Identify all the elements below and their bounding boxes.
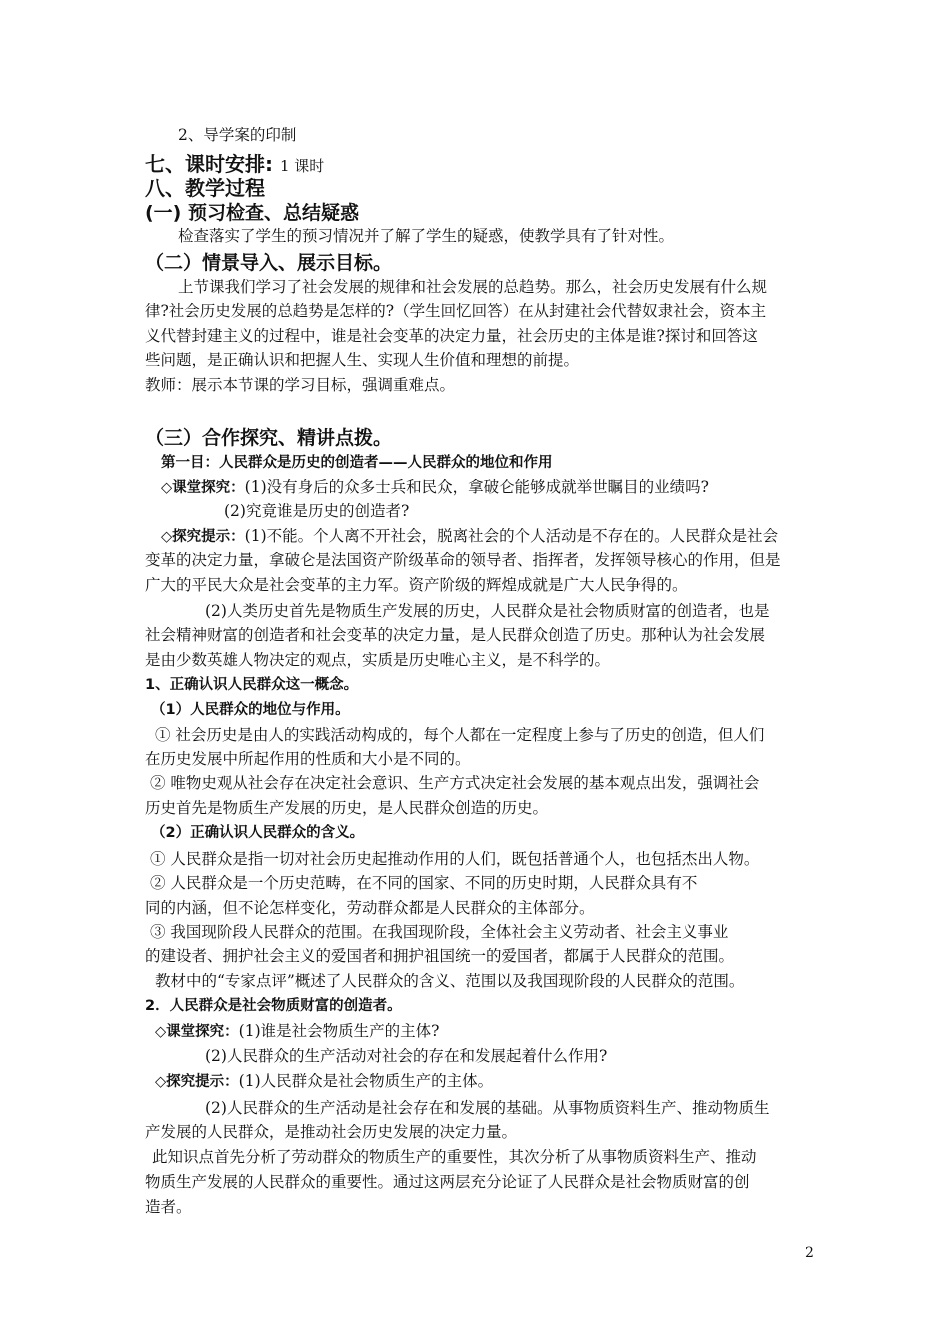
list-item: ③ 我国现阶段人民群众的范围。在我国现阶段，全体社会主义劳动者、社会主义事业	[150, 923, 729, 941]
sub-point-heading: （1）人民群众的地位与作用。	[151, 702, 350, 718]
prep-item: 2、导学案的印制	[178, 126, 297, 144]
inquiry-hint: ◇探究提示：(1)人民群众是社会物质生产的主体。	[155, 1072, 494, 1090]
section-heading-7: 七、课时安排: 1 课时	[145, 152, 325, 176]
subsection-heading-1: (一) 预习检查、总结疑惑	[145, 202, 359, 224]
list-item: ① 人民群众是指一切对社会历史起推动作用的人们，既包括普通个人，也包括杰出人物。	[150, 850, 760, 868]
paragraph-line: 是由少数英雄人物决定的观点，实质是历史唯心主义，是不科学的。	[145, 651, 611, 669]
list-item-cont: 的建设者、拥护社会主义的爱国者和拥护祖国统一的爱国者，都属于人民群众的范围。	[145, 947, 735, 965]
paragraph-line: 律?社会历史发展的总趋势是怎样的?（学生回忆回答）在从封建社会代替奴隶社会，资本主	[145, 302, 767, 320]
list-item-cont: 在历史发展中所起作用的性质和大小是不同的。	[145, 750, 471, 768]
teacher-note: 教师：展示本节课的学习目标，强调重难点。	[145, 376, 456, 394]
point-heading-1: 1、正确认识人民群众这一概念。	[145, 677, 359, 693]
paragraph: 教材中的“专家点评”概述了人民群众的含义、范围以及我国现阶段的人民群众的范围。	[155, 972, 745, 990]
paragraph-line: 造者。	[145, 1198, 192, 1216]
list-item: ② 唯物史观从社会存在决定社会意识、生产方式决定社会发展的基本观点出发，强调社会	[150, 774, 760, 792]
paragraph-line: (2)人民群众的生产活动是社会存在和发展的基础。从事物质资料生产、推动物质生	[205, 1099, 770, 1117]
paragraph-line: 物质生产发展的人民群众的重要性。通过这两层充分论证了人民群众是社会物质财富的创	[145, 1173, 750, 1191]
inquiry-question: (2)人民群众的生产活动对社会的存在和发展起着什么作用?	[205, 1047, 608, 1065]
paragraph-line: 变革的决定力量，拿破仑是法国资产阶级革命的领导者、指挥者，发挥领导核心的作用，但是	[145, 551, 781, 569]
paragraph-line: 产发展的人民群众，是推动社会历史发展的决定力量。	[145, 1123, 518, 1141]
subsection-heading-2: （二）情景导入、展示目标。	[145, 252, 393, 274]
class-inquiry: ◇课堂探究：(1)没有身后的众多士兵和民众，拿破仑能够成就举世瞩目的业绩吗?	[161, 478, 709, 496]
paragraph: 检查落实了学生的预习情况并了解了学生的疑惑，使教学具有了针对性。	[178, 227, 675, 245]
list-item: ① 社会历史是由人的实践活动构成的，每个人都在一定程度上参与了历史的创造，但人们	[155, 726, 765, 744]
inquiry-hint: ◇探究提示：(1)不能。个人离不开社会，脱离社会的个人活动是不存在的。人民群众是社会	[161, 527, 779, 545]
topic-heading: 第一目：人民群众是历史的创造者——人民群众的地位和作用	[161, 455, 553, 471]
class-inquiry: ◇课堂探究：(1)谁是社会物质生产的主体?	[155, 1022, 440, 1040]
subsection-heading-3: （三）合作探究、精讲点拨。	[145, 427, 393, 449]
page-number: 2	[805, 1245, 814, 1261]
list-item-cont: 同的内涵，但不论怎样变化，劳动群众都是人民群众的主体部分。	[145, 899, 595, 917]
paragraph-line: 此知识点首先分析了劳动群众的物质生产的重要性，其次分析了从事物质资料生产、推动	[152, 1148, 757, 1166]
sub-point-heading: （2）正确认识人民群众的含义。	[151, 825, 365, 841]
section-heading-8: 八、教学过程	[145, 176, 265, 200]
paragraph-line: (2)人类历史首先是物质生产发展的历史，人民群众是社会物质财富的创造者，也是	[205, 602, 770, 620]
list-item: ② 人民群众是一个历史范畴，在不同的国家、不同的历史时期，人民群众具有不	[150, 874, 698, 892]
paragraph-line: 些问题，是正确认识和把握人生、实现人生价值和理想的前提。	[145, 351, 580, 369]
paragraph-line: 广大的平民大众是社会变革的主力军。资产阶级的辉煌成就是广大人民争得的。	[145, 576, 688, 594]
paragraph-line: 义代替封建主义的过程中，谁是社会变革的决定力量，社会历史的主体是谁?探讨和回答这	[145, 327, 758, 345]
paragraph-line: 上节课我们学习了社会发展的规律和社会发展的总趋势。那么，社会历史发展有什么规	[178, 278, 768, 296]
class-hours: 1 课时	[279, 157, 325, 175]
inquiry-question: (2)究竟谁是历史的创造者?	[224, 502, 410, 520]
point-heading-2: 2．人民群众是社会物质财富的创造者。	[145, 998, 402, 1014]
paragraph-line: 社会精神财富的创造者和社会变革的决定力量，是人民群众创造了历史。那种认为社会发展	[145, 626, 766, 644]
list-item-cont: 历史首先是物质生产发展的历史，是人民群众创造的历史。	[145, 799, 549, 817]
